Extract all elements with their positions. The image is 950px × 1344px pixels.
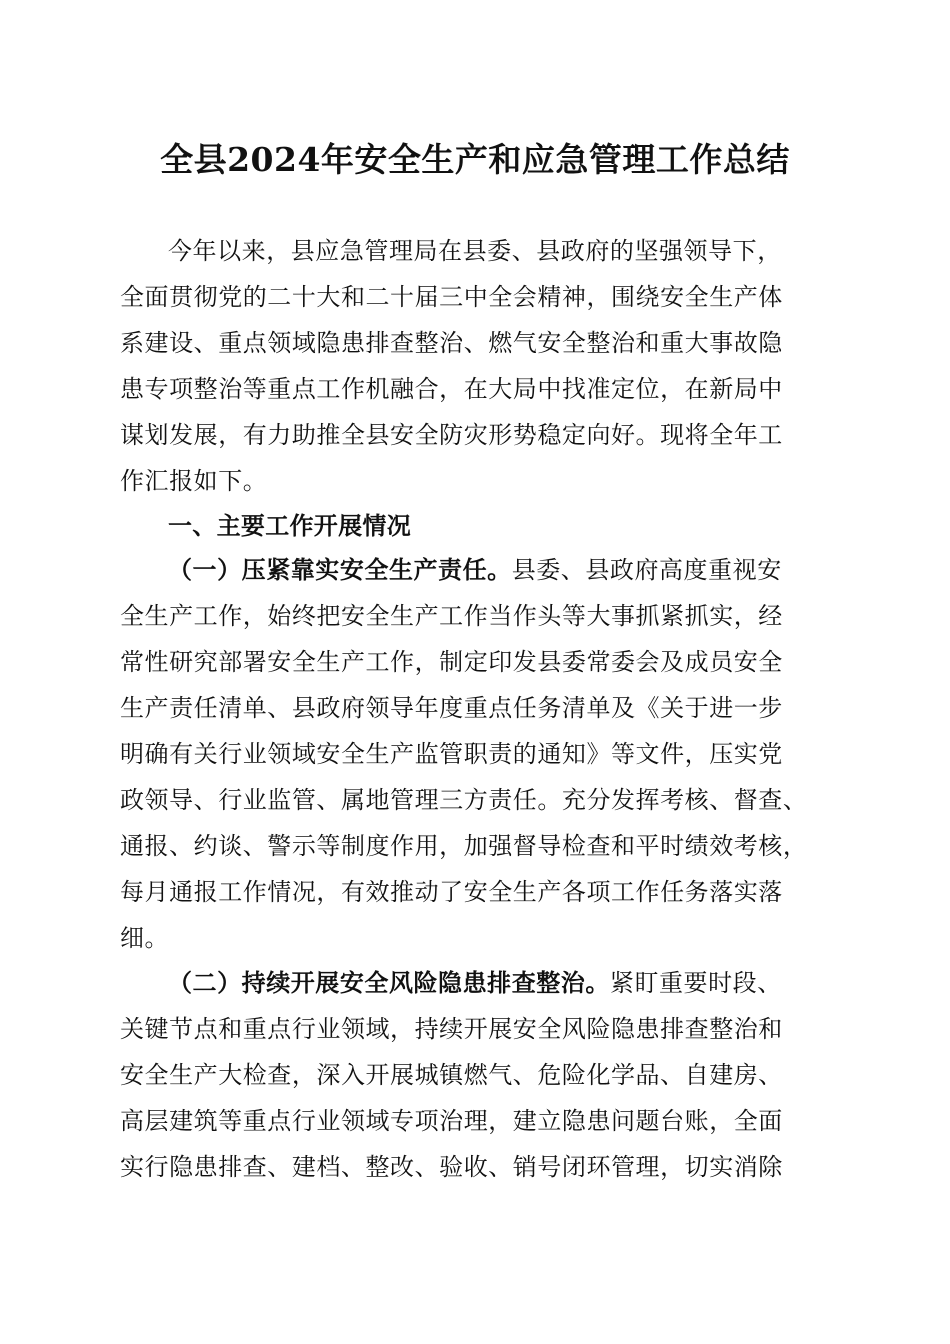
paragraph-line: 高层建筑等重点行业领域专项治理，建立隐患问题台账，全面 <box>120 1107 783 1135</box>
intro-line: 今年以来，县应急管理局在县委、县政府的坚强领导下， <box>168 237 782 265</box>
paragraph-first-line <box>168 547 840 593</box>
paragraph-line: 细。 <box>120 924 170 952</box>
intro-line: 患专项整治等重点工作机融合，在大局中找准定位，在新局中 <box>120 375 783 403</box>
paragraph-line: 通报、约谈、警示等制度作用，加强督导检查和平时绩效考核， <box>120 832 808 860</box>
intro-line: 全面贯彻党的二十大和二十届三中全会精神，围绕安全生产体 <box>120 283 783 311</box>
intro-line: 谋划发展，有力助推全县安全防灾形势稳定向好。现将全年工 <box>120 421 783 449</box>
document-title: 全县2024年安全生产和应急管理工作总结 <box>160 140 790 179</box>
paragraph-line: 明确有关行业领域安全生产监管职责的通知》等文件，压实党 <box>120 740 783 768</box>
paragraph-text: 县委、县政府高度重视安 <box>511 556 782 584</box>
paragraph-line: 实行隐患排查、建档、整改、验收、销号闭环管理，切实消除 <box>120 1153 783 1181</box>
paragraph-first-line <box>168 960 840 1006</box>
paragraph-text: 紧盯重要时段、 <box>609 969 782 997</box>
section-heading: 一、主要工作开展情况 <box>168 512 411 540</box>
paragraph-lead: （二）持续开展安全风险隐患排查整治。 <box>168 968 610 997</box>
paragraph-lead: （一）压紧靠实安全生产责任。 <box>168 555 512 584</box>
paragraph-line: 每月通报工作情况，有效推动了安全生产各项工作任务落实落 <box>120 878 783 906</box>
intro-line: 作汇报如下。 <box>120 467 268 495</box>
paragraph-line: 政领导、行业监管、属地管理三方责任。充分发挥考核、督查、 <box>120 786 808 814</box>
paragraph-line: 生产责任清单、县政府领导年度重点任务清单及《关于进一步 <box>120 694 783 722</box>
paragraph-line: 常性研究部署安全生产工作，制定印发县委常委会及成员安全 <box>120 648 783 676</box>
paragraph-line: 安全生产大检查，深入开展城镇燃气、危险化学品、自建房、 <box>120 1061 783 1089</box>
intro-line: 系建设、重点领域隐患排查整治、燃气安全整治和重大事故隐 <box>120 329 783 357</box>
paragraph-line: 关键节点和重点行业领域，持续开展安全风险隐患排查整治和 <box>120 1015 783 1043</box>
paragraph-line: 全生产工作，始终把安全生产工作当作头等大事抓紧抓实，经 <box>120 602 783 630</box>
